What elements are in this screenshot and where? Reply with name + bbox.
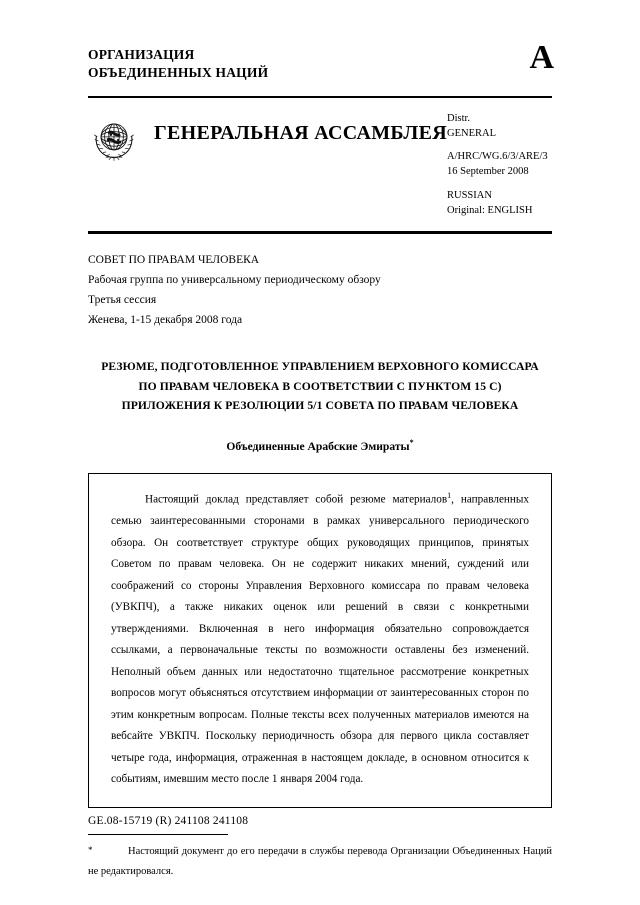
- title-line-3: ПРИЛОЖЕНИЯ К РЕЗОЛЮЦИИ 5/1 СОВЕТА ПО ПРАВАМ ЧЕЛОВЕКА: [121, 399, 519, 413]
- masthead: [88, 0, 552, 82]
- session-venue-date: Женева, 1-15 декабря 2008 года: [88, 314, 243, 327]
- footnote-separator: [88, 834, 228, 835]
- organization-name: [88, 46, 268, 82]
- job-number: GE.08-15719 (R) 241108 241108: [88, 815, 249, 827]
- abstract-box: [88, 473, 552, 808]
- distr-label: Distr.: [447, 112, 471, 124]
- country-label: Объединенные Арабские Эмираты: [226, 440, 410, 454]
- document-original-language: Original: ENGLISH: [447, 205, 533, 217]
- assembly-band: [88, 108, 552, 219]
- title-line-2: ПО ПРАВАМ ЧЕЛОВЕКА В СООТВЕТСТВИИ С ПУНКТОМ 15 С): [138, 379, 502, 393]
- distr-spacer-1: [447, 141, 589, 150]
- abstract-footnote-marker: 1: [447, 491, 452, 501]
- distribution-block: [447, 112, 589, 219]
- country-footnote-marker: *: [409, 438, 414, 448]
- organization-line-2: ОБЪЕДИНЕННЫХ НАЦИЙ: [88, 64, 269, 80]
- council-block: [88, 250, 552, 331]
- abstract-text-part-1: Настоящий доклад представляет собой резюме материалов: [145, 493, 448, 506]
- distr-spacer-2: [447, 180, 589, 189]
- session-number: Третья сессия: [88, 294, 157, 307]
- document-series-symbol: A: [529, 39, 554, 76]
- organization-line-1: ОРГАНИЗАЦИЯ: [88, 47, 195, 62]
- page-title: [88, 357, 552, 417]
- council-name: СОВЕТ ПО ПРАВАМ ЧЕЛОВЕКА: [88, 254, 260, 267]
- footnote-marker: *: [88, 844, 93, 855]
- title-line-1: РЕЗЮМЕ, ПОДГОТОВЛЕННОЕ УПРАВЛЕНИЕМ ВЕРХОВНОГО КОМИССАРА: [101, 359, 539, 373]
- document-date: 16 September 2008: [447, 166, 529, 178]
- footnote-text: Настоящий документ до его передачи в службы перевода Организации Объединенных Наций не редактировался.: [88, 845, 552, 878]
- footnote: [88, 843, 552, 881]
- un-emblem-icon: [88, 114, 140, 166]
- abstract-paragraph: [111, 488, 529, 791]
- assembly-title: ГЕНЕРАЛЬНАЯ АССАМБЛЕЯ: [154, 121, 447, 144]
- document-language: RUSSIAN: [447, 190, 492, 202]
- distr-value: GENERAL: [447, 127, 496, 139]
- assembly-divider: [88, 231, 552, 234]
- footnote-area: [88, 834, 552, 881]
- document-symbol: A/HRC/WG.6/3/ARE/3: [447, 151, 548, 163]
- abstract-text-part-2: , направленных семью заинтересованными сторонами в рамках универсального периодического обзора. Он соответствует структуре общих руководящих принципов, принятых Советом по правам человека. Он не содержит никаких мнений, суждений или соображений со стороны Управления Верховного комиссара по правам человека (УВКПЧ), а также никаких оценок или решений в связи с конкретными утверждениями. Включенная в него информация обязательно сопровождается ссылками, а первоначальные тексты по возможности оставлены без изменений. Неполный объем данных или недостаточно тщательное рассмотрение конкретных вопросов могут объясняться отсутствием информации от заинтересованных сторон по этим конкретным вопросам. Полные тексты всех полученных материалов имеются на вебсайте УВКПЧ. Поскольку периодичность обзора для первого цикла составляет четыре года, информация, отраженная в настоящем докладе, в основном относится к событиям, имевшим место после 1 января 2004 года.: [111, 493, 529, 786]
- masthead-divider: [88, 96, 552, 98]
- country-name: [88, 438, 552, 453]
- working-group-name: Рабочая группа по универсальному периодическому обзору: [88, 274, 381, 287]
